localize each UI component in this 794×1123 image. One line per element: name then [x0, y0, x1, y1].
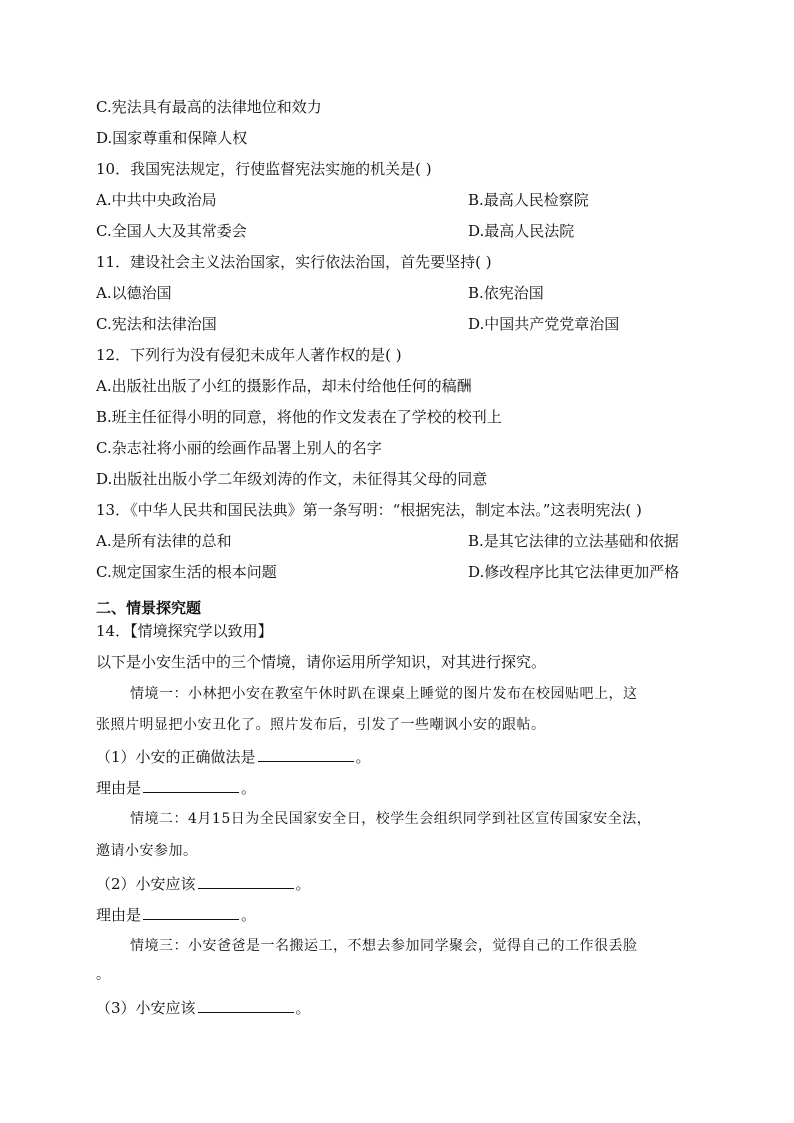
q10-option-a: A.中共中央政治局 [96, 191, 217, 209]
q10-option-b: B.最高人民检察院 [468, 191, 589, 209]
q12-option-c: C.杂志社将小丽的绘画作品署上别人的名字 [96, 439, 382, 457]
sub-question-1-label: （1）小安的正确做法是 [96, 748, 256, 766]
reason-blank-2[interactable] [143, 903, 239, 920]
q12-stem: 12．下列行为没有侵犯未成年人著作权的是( ) [96, 346, 402, 364]
q12-option-b: B.班主任征得小明的同意，将他的作文发表在了学校的校刊上 [96, 408, 502, 426]
reason-1-period: 。 [241, 779, 257, 797]
sub-question-2-period: 。 [295, 875, 311, 893]
q9-option-d: D.国家尊重和保障人权 [96, 129, 248, 147]
sub-question-2 [96, 872, 311, 895]
q13-options-row2 [96, 561, 680, 583]
scenario2-line2: 邀请小安参加。 [96, 843, 198, 859]
q10-options-row1 [96, 189, 589, 211]
q13-option-c: C.规定国家生活的根本问题 [96, 563, 277, 581]
q12-option-a: A.出版社出版了小红的摄影作品，却未付给他任何的稿酬 [96, 377, 472, 395]
reason-2-period: 。 [241, 906, 257, 924]
q14-stem: 14．【情境探究学以致用】 [96, 622, 273, 640]
q11-options-row1 [96, 282, 544, 304]
scenario1-line1: 情境一：小林把小安在教室午休时趴在课桌上睡觉的图片发布在校园贴吧上，这 [130, 686, 638, 702]
reason-1 [96, 776, 256, 799]
q14-intro: 以下是小安生活中的三个情境，请你运用所学知识，对其进行探究。 [96, 653, 547, 671]
q11-option-d: D.中国共产党党章治国 [468, 315, 620, 333]
q11-stem: 11．建设社会主义法治国家，实行依法治国，首先要坚持( ) [96, 253, 492, 271]
q13-options-row1 [96, 530, 679, 552]
reason-1-label: 理由是 [96, 779, 142, 797]
scenario3-line1: 情境三：小安爸爸是一名搬运工，不想去参加同学聚会，觉得自己的工作很丢脸 [130, 938, 638, 954]
q13-option-d: D.修改程序比其它法律更加严格 [468, 563, 680, 581]
sub-question-3-period: 。 [295, 999, 311, 1017]
q11-option-a: A.以德治国 [96, 284, 172, 302]
q9-option-c: C.宪法具有最高的法律地位和效力 [96, 98, 322, 116]
reason-2 [96, 903, 256, 926]
q11-option-b: B.依宪治国 [468, 284, 544, 302]
sub-question-2-label: （2）小安应该 [96, 875, 196, 893]
q10-option-d: D.最高人民法院 [468, 222, 575, 240]
scenario2-line1: 情境二：4月15日为全民国家安全日，校学生会组织同学到社区宣传国家安全法， [130, 811, 652, 827]
q13-option-b: B.是其它法律的立法基础和依据 [468, 532, 679, 550]
q13-option-a: A.是所有法律的总和 [96, 532, 232, 550]
sub-question-1 [96, 745, 371, 768]
answer-blank-2[interactable] [198, 872, 294, 889]
sub-question-3-label: （3）小安应该 [96, 999, 196, 1017]
reason-blank-1[interactable] [143, 776, 239, 793]
sub-question-1-period: 。 [355, 748, 371, 766]
answer-blank-3[interactable] [198, 996, 294, 1013]
q10-option-c: C.全国人大及其常委会 [96, 222, 247, 240]
section-title: 二、情景探究题 [96, 599, 202, 617]
answer-blank-1[interactable] [258, 745, 354, 762]
q10-options-row2 [96, 220, 575, 242]
q12-option-d: D.出版社出版小学二年级刘涛的作文，未征得其父母的同意 [96, 470, 488, 488]
q11-option-c: C.宪法和法律治国 [96, 315, 217, 333]
reason-2-label: 理由是 [96, 906, 142, 924]
q10-stem: 10．我国宪法规定，行使监督宪法实施的机关是( ) [96, 160, 432, 178]
q11-options-row2 [96, 313, 620, 335]
scenario1-line2: 张照片明显把小安丑化了。照片发布后，引发了一些嘲讽小安的跟帖。 [96, 717, 546, 733]
scenario3-line2: 。 [96, 967, 110, 983]
q13-stem: 13．《中华人民共和国民法典》第一条写明：“根据宪法，制定本法。”这表明宪法( ) [96, 501, 642, 519]
sub-question-3 [96, 996, 311, 1019]
